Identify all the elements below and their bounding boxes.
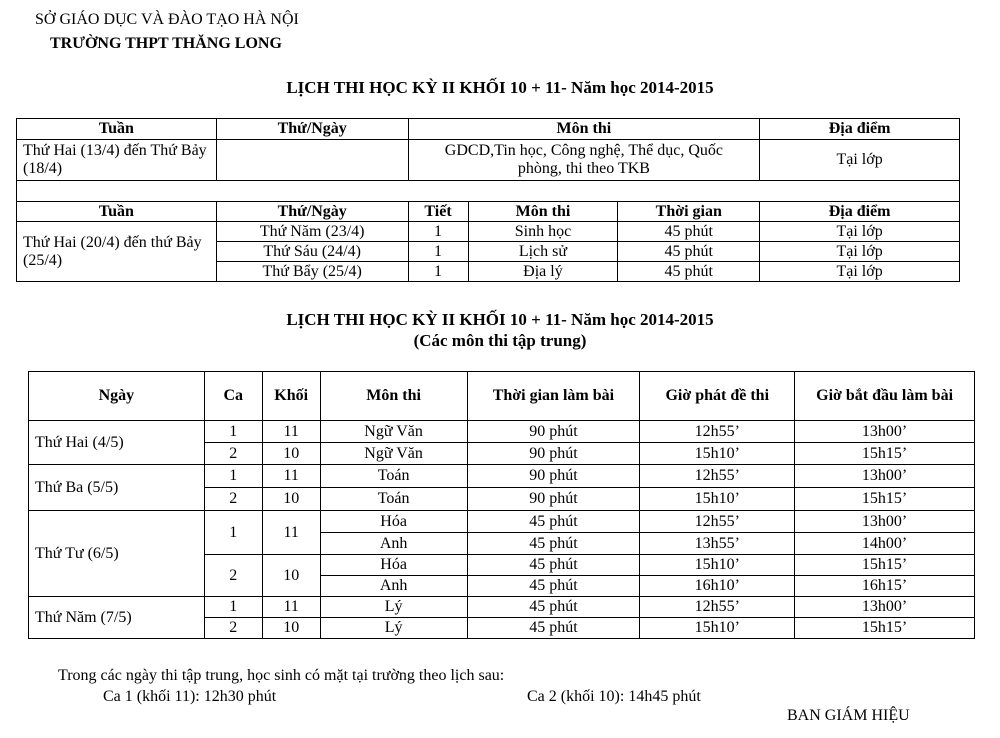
table-cell: 90 phút [467, 443, 640, 465]
table-cell: 12h55’ [640, 465, 795, 488]
schedule-table-1 [16, 118, 960, 282]
table-row [29, 421, 975, 443]
table-cell: 45 phút [467, 555, 640, 576]
table-cell: 13h00’ [795, 465, 975, 488]
table-cell: Lịch sử [468, 242, 618, 262]
table-cell: 1 [408, 222, 468, 242]
table1-day-cell [216, 140, 408, 181]
table1-place-cell: Tại lớp [760, 140, 960, 181]
table-cell: 12h55’ [640, 511, 795, 533]
table-cell: 1 [408, 262, 468, 282]
table-cell: 45 phút [467, 511, 640, 533]
table1-h2-subject: Môn thi [468, 202, 618, 222]
table-cell: 13h00’ [795, 421, 975, 443]
table2-day-cell: Thứ Năm (7/5) [29, 597, 205, 639]
table-cell: 15h15’ [795, 618, 975, 639]
table-cell: Hóa [320, 555, 467, 576]
table2-header-hand-out: Giờ phát đề thi [640, 372, 795, 421]
schedule-title-2: LỊCH THI HỌC KỲ II KHỐI 10 + 11- Năm học 2014-2015 [286, 310, 714, 329]
table-cell: 45 phút [467, 576, 640, 597]
table-cell: Anh [320, 533, 467, 555]
table-cell: 45 phút [618, 262, 760, 282]
table-cell: 11 [262, 421, 320, 443]
table-cell: 2 [204, 443, 262, 465]
table-cell: 11 [262, 597, 320, 618]
table-cell: Anh [320, 576, 467, 597]
table-row [29, 511, 975, 533]
table1-week2-cell: Thứ Hai (20/4) đến thứ Bảy (25/4) [17, 222, 217, 282]
table-cell: 14h00’ [795, 533, 975, 555]
table-cell: Sinh học [468, 222, 618, 242]
table-cell: 10 [262, 618, 320, 639]
table-cell: Lý [320, 597, 467, 618]
table1-h2-duration: Thời gian [618, 202, 760, 222]
table-cell: Tại lớp [760, 262, 960, 282]
table1-header-place: Địa điểm [760, 119, 960, 140]
table-cell: 15h10’ [640, 618, 795, 639]
schedule-table-2 [28, 371, 975, 639]
table-cell: 11 [262, 511, 320, 555]
table1-spacer-row [17, 181, 960, 202]
department-name: SỞ GIÁO DỤC VÀ ĐÀO TẠO HÀ NỘI [35, 11, 299, 28]
table-cell: Toán [320, 488, 467, 511]
table-cell: 10 [262, 555, 320, 597]
table1-h2-week: Tuần [17, 202, 217, 222]
table1-header-day: Thứ/Ngày [216, 119, 408, 140]
table-cell: 15h10’ [640, 443, 795, 465]
table1-header2-row [17, 202, 960, 222]
table-cell: Địa lý [468, 262, 618, 282]
table1-spacer-cell [17, 181, 960, 202]
table-cell: Hóa [320, 511, 467, 533]
table-cell: 90 phút [467, 465, 640, 488]
table1-h2-period: Tiết [408, 202, 468, 222]
table-cell: 10 [262, 488, 320, 511]
footer-note: Trong các ngày thi tập trung, học sinh có mặt tại trường theo lịch sau: [58, 667, 505, 684]
table2-header-day: Ngày [29, 372, 205, 421]
table-row [29, 597, 975, 618]
table-cell: 15h15’ [795, 488, 975, 511]
table-cell: 13h55’ [640, 533, 795, 555]
table2-header-subject: Môn thi [320, 372, 467, 421]
table-cell: 12h55’ [640, 421, 795, 443]
table-cell: Thứ Năm (23/4) [216, 222, 408, 242]
footer-shift-1: Ca 1 (khối 11): 12h30 phút [103, 688, 277, 705]
table1-h2-day: Thứ/Ngày [216, 202, 408, 222]
table-cell: 13h00’ [795, 511, 975, 533]
table1-week-cell: Thứ Hai (13/4) đến Thứ Bảy (18/4) [17, 140, 217, 181]
table-cell: 11 [262, 465, 320, 488]
table-cell: Tại lớp [760, 242, 960, 262]
table-cell: 45 phút [467, 618, 640, 639]
table-cell: 45 phút [467, 597, 640, 618]
table2-header-shift: Ca [204, 372, 262, 421]
table-cell: 2 [204, 555, 262, 597]
table-cell: 2 [204, 618, 262, 639]
table-cell: 45 phút [618, 242, 760, 262]
table-cell: 1 [204, 511, 262, 555]
table-cell: 45 phút [467, 533, 640, 555]
table-cell: 15h10’ [640, 488, 795, 511]
table1-h2-place: Địa điểm [760, 202, 960, 222]
table-cell: 12h55’ [640, 597, 795, 618]
table-cell: 90 phút [467, 421, 640, 443]
table2-day-cell: Thứ Hai (4/5) [29, 421, 205, 465]
table-cell: 13h00’ [795, 597, 975, 618]
table1-header-week: Tuần [17, 119, 217, 140]
table-cell: 90 phút [467, 488, 640, 511]
table-cell: 1 [204, 597, 262, 618]
table2-header-start: Giờ bắt đầu làm bài [795, 372, 975, 421]
footer-signature: BAN GIÁM HIỆU [787, 707, 910, 724]
schedule-subtitle-2: (Các môn thi tập trung) [413, 331, 587, 350]
table-cell: Ngữ Văn [320, 443, 467, 465]
table1-header-subject: Môn thi [408, 119, 760, 140]
table-cell: 15h15’ [795, 555, 975, 576]
table2-header-grade: Khối [262, 372, 320, 421]
schedule-title-1: LỊCH THI HỌC KỲ II KHỐI 10 + 11- Năm học 2014-2015 [286, 78, 714, 97]
table2-header-duration: Thời gian làm bài [467, 372, 640, 421]
table-cell: 16h15’ [795, 576, 975, 597]
table-cell: Tại lớp [760, 222, 960, 242]
table-cell: 1 [204, 421, 262, 443]
table-cell: Toán [320, 465, 467, 488]
table-row [29, 465, 975, 488]
school-name: TRƯỜNG THPT THĂNG LONG [50, 35, 282, 52]
table-cell: Thứ Bẩy (25/4) [216, 262, 408, 282]
table-cell: 16h10’ [640, 576, 795, 597]
table-cell: 10 [262, 443, 320, 465]
table-cell: Lý [320, 618, 467, 639]
table2-day-cell: Thứ Ba (5/5) [29, 465, 205, 511]
table2-day-cell: Thứ Tư (6/5) [29, 511, 205, 597]
table-cell: Thứ Sáu (24/4) [216, 242, 408, 262]
table-cell: Ngữ Văn [320, 421, 467, 443]
table-cell: 1 [408, 242, 468, 262]
table-cell: 2 [204, 488, 262, 511]
table-cell: 15h15’ [795, 443, 975, 465]
table2-header-row [29, 372, 975, 421]
table-cell: 15h10’ [640, 555, 795, 576]
table1-header-row [17, 119, 960, 140]
table-row [17, 222, 960, 242]
table-cell: 1 [204, 465, 262, 488]
table-cell: 45 phút [618, 222, 760, 242]
footer-shift-2: Ca 2 (khối 10): 14h45 phút [527, 688, 701, 705]
table1-subjects-cell: GDCD,Tin học, Công nghệ, Thể dục, Quốc phòng, thi theo TKB [408, 140, 760, 181]
table1-row [17, 140, 960, 181]
